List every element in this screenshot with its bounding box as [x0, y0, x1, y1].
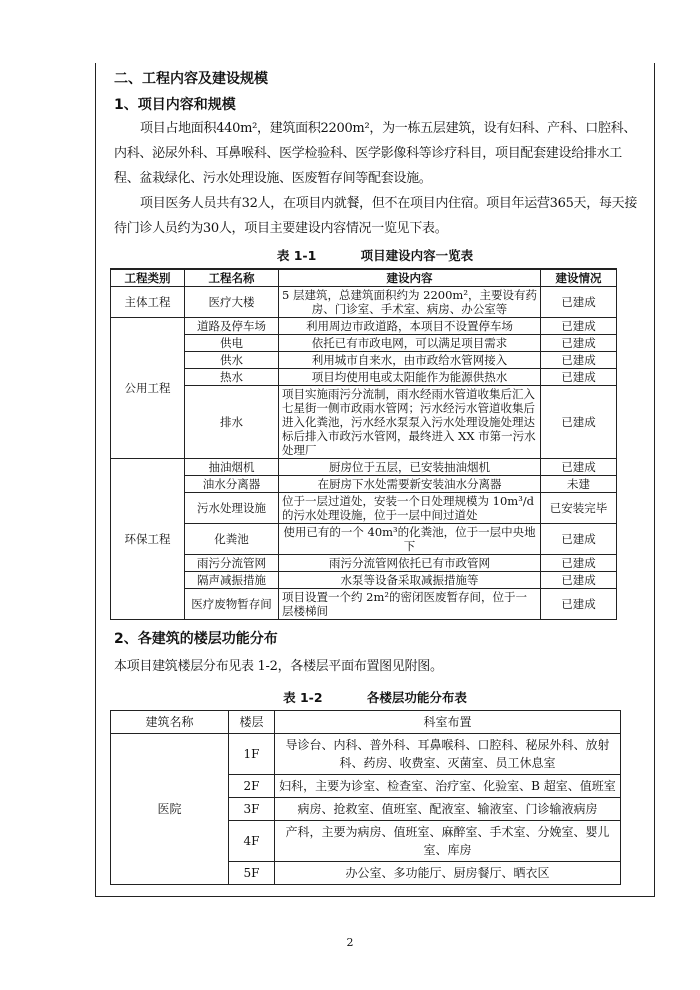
item-status: 已建成 [541, 369, 617, 386]
table-row [111, 589, 617, 620]
item-content: 厨房位于五层，已安装抽油烟机 [279, 459, 541, 476]
floor-label: 2F [229, 775, 275, 798]
item-content: 位于一层过道处，安装一个日处理规模为 10m³/d 的污水处理设施，位于一层中间过道处 [279, 493, 541, 524]
table-row [111, 476, 617, 493]
table-row [111, 555, 617, 572]
item-status: 已建成 [541, 524, 617, 555]
item-name: 供电 [185, 335, 279, 352]
floor-label: 5F [229, 862, 275, 885]
floor-rooms: 妇科，主要为诊室、检查室、治疗室、化验室、B 超室、值班室 [275, 775, 621, 798]
item-name: 化粪池 [185, 524, 279, 555]
table2-caption-title: 各楼层功能分布表 [366, 690, 467, 705]
paragraph-project-scale: 项目占地面积440m²，建筑面积2200m²，为一栋五层建筑，设有妇科、产科、口腔科、内科、泌尿外科、耳鼻喉科、医学检验科、医学影像科等诊疗科目，项目配套建设给排水工程、盆栽绿化、污水处理设施、医废暂存间等配套设施。 [114, 121, 637, 186]
building-name: 医院 [111, 734, 229, 885]
item-content: 使用已有的一个 40m³的化粪池，位于一层中央地下 [279, 524, 541, 555]
category-env: 环保工程 [111, 459, 185, 620]
floor-label: 1F [229, 734, 275, 775]
table-row [111, 524, 617, 555]
item-content: 项目均使用电或太阳能作为能源供热水 [279, 369, 541, 386]
table-row [111, 369, 617, 386]
item-content: 雨污分流管网依托已有市政管网 [279, 555, 541, 572]
item-name: 排水 [185, 386, 279, 459]
construction-content-table [110, 268, 617, 620]
item-name: 油水分离器 [185, 476, 279, 493]
paragraph-floor-intro: 本项目建筑楼层分布见表 1-2，各楼层平面布置图见附图。 [114, 659, 443, 674]
item-content: 5 层建筑，总建筑面积约为 2200m²，主要设有药房、门诊室、手术室、病房、办公室等 [279, 287, 541, 318]
floor-label: 4F [229, 821, 275, 862]
item-status: 未建 [541, 476, 617, 493]
item-name: 隔声减振措施 [185, 572, 279, 589]
table2-caption [96, 689, 654, 707]
item-status: 已建成 [541, 386, 617, 459]
header-status: 建设情况 [541, 269, 617, 287]
item-name: 热水 [185, 369, 279, 386]
item-content: 项目实施雨污分流制，雨水经雨水管道收集后汇入七星街一侧市政雨水管网；污水经污水管道收集后进入化粪池，污水经水泵泵入污水处理设施处理达标后排入市政污水管网，最终进入 XX 市第一污水处理厂 [279, 386, 541, 459]
table-row [111, 287, 617, 318]
subsection-heading-1: 1、项目内容和规模 [114, 97, 236, 113]
table1-caption-title: 项目建设内容一览表 [360, 248, 474, 263]
item-status: 已建成 [541, 352, 617, 369]
floor-rooms: 病房、抢救室、值班室、配液室、输液室、门诊输液病房 [275, 798, 621, 821]
item-status: 已安装完毕 [541, 493, 617, 524]
floor-rooms: 办公室、多功能厅、厨房餐厅、晒衣区 [275, 862, 621, 885]
item-content: 利用周边市政道路，本项目不设置停车场 [279, 318, 541, 335]
header-floor: 楼层 [229, 711, 275, 734]
header-category: 工程类别 [111, 269, 185, 287]
item-name: 抽油烟机 [185, 459, 279, 476]
page-number: 2 [346, 936, 354, 949]
table-header-row [111, 711, 621, 734]
paragraph-staff-operation: 项目医务人员共有32人，在项目内就餐，但不在项目内住宿。项目年运营365天，每天接待门诊人员约为30人，项目主要建设内容情况一览见下表。 [114, 196, 638, 236]
floor-label: 3F [229, 798, 275, 821]
header-rooms: 科室布置 [275, 711, 621, 734]
frame-bottom-rule [95, 896, 655, 897]
item-status: 已建成 [541, 335, 617, 352]
item-name: 雨污分流管网 [185, 555, 279, 572]
table1-caption [96, 247, 654, 265]
table-row [111, 335, 617, 352]
table-row [111, 734, 621, 775]
item-content: 水泵等设备采取减振措施等 [279, 572, 541, 589]
table-row [111, 493, 617, 524]
floor-rooms: 导诊台、内科、普外科、耳鼻喉科、口腔科、秘尿外科、放射科、药房、收费室、灭菌室、员工休息室 [275, 734, 621, 775]
table-row [111, 318, 617, 335]
item-name: 供水 [185, 352, 279, 369]
table-row [111, 459, 617, 476]
item-status: 已建成 [541, 572, 617, 589]
table-header-row [111, 269, 617, 287]
section-heading: 二、工程内容及建设规模 [114, 71, 268, 87]
item-content: 项目设置一个约 2m²的密闭医废暂存间，位于一层楼梯间 [279, 589, 541, 620]
item-name: 道路及停车场 [185, 318, 279, 335]
table2-caption-number: 表 1-2 [283, 690, 323, 705]
item-status: 已建成 [541, 287, 617, 318]
item-content: 在厨房下水处需要新安装油水分离器 [279, 476, 541, 493]
header-building: 建筑名称 [111, 711, 229, 734]
header-name: 工程名称 [185, 269, 279, 287]
table1-caption-number: 表 1-1 [276, 248, 317, 263]
item-status: 已建成 [541, 318, 617, 335]
table-row [111, 352, 617, 369]
item-status: 已建成 [541, 459, 617, 476]
item-name: 医疗废物暂存间 [185, 589, 279, 620]
item-content: 依托已有市政电网，可以满足项目需求 [279, 335, 541, 352]
floor-rooms: 产科，主要为病房、值班室、麻醉室、手术室、分娩室、婴儿室、库房 [275, 821, 621, 862]
floor-function-table [110, 710, 621, 885]
item-status: 已建成 [541, 555, 617, 572]
header-content: 建设内容 [279, 269, 541, 287]
category-public: 公用工程 [111, 318, 185, 459]
item-content: 利用城市自来水，由市政给水管网接入 [279, 352, 541, 369]
item-status: 已建成 [541, 589, 617, 620]
item-name: 医疗大楼 [185, 287, 279, 318]
item-name: 污水处理设施 [185, 493, 279, 524]
document-frame [95, 63, 655, 897]
table-row [111, 572, 617, 589]
table-row [111, 386, 617, 459]
category-main: 主体工程 [111, 287, 185, 318]
subsection-heading-2: 2、各建筑的楼层功能分布 [114, 631, 278, 647]
